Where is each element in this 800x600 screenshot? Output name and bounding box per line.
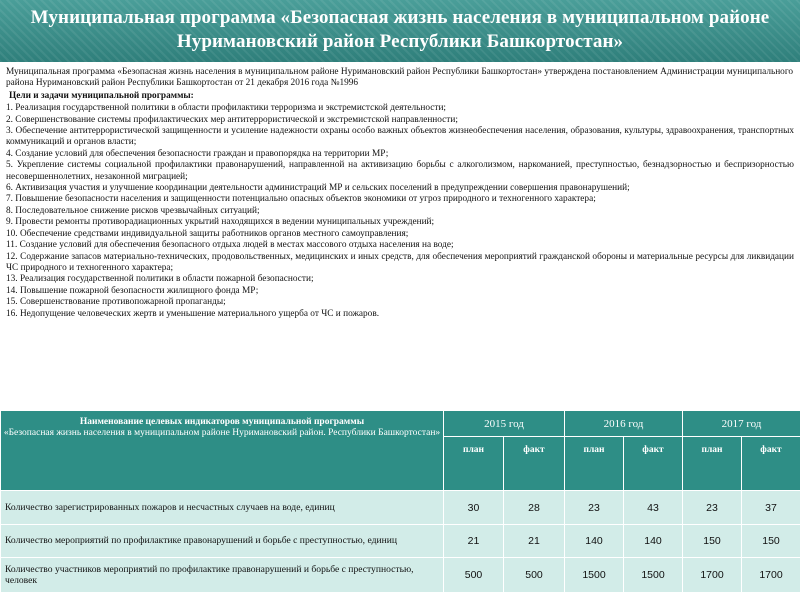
table-cell: 140: [565, 525, 624, 558]
table-cell: 1500: [624, 558, 683, 593]
page-title: Муниципальная программа «Безопасная жизнь населения в муниципальном районе Нуримановский район Республики Башкортостан»: [30, 7, 770, 52]
table-row: [1, 525, 800, 558]
table-row: [1, 558, 800, 593]
goal-item: 10. Обеспечение средствами индивидуальной защиты работников органов местного самоуправления;: [6, 228, 409, 239]
table-cell: 1700: [683, 558, 742, 593]
table-cell: 150: [742, 525, 800, 558]
table-cell: 37: [742, 491, 800, 525]
goal-item: 13. Реализация государственной политики в области пожарной безопасности;: [6, 274, 314, 285]
table-cell: 500: [444, 558, 504, 593]
table-cell: 30: [444, 491, 504, 525]
program-description: [6, 67, 794, 320]
plan-header: план: [444, 437, 504, 491]
table-cell: 140: [624, 525, 683, 558]
goal-item: 12. Содержание запасов материально-технических, продовольственных, медицинских и иных средств, для обеспечения мероприятий гражданской обороны и материальные ресурсы для ликвидации ЧС природного и техногенного характера;: [6, 251, 794, 273]
table-cell: 1500: [565, 558, 624, 593]
table-cell: 1700: [742, 558, 800, 593]
table-cell: 21: [444, 525, 504, 558]
year-header: 2016 год: [565, 411, 683, 437]
table-cell: 500: [504, 558, 565, 593]
goal-item: 7. Повышение безопасности населения и защищенности потенциально опасных объектов экономики от угроз природного и техногенного характера;: [6, 194, 596, 205]
fact-header: факт: [742, 437, 800, 491]
goal-item: 16. Недопущение человеческих жертв и уменьшение материального ущерба от ЧС и пожаров.: [6, 308, 380, 319]
indicator-label: Количество участников мероприятий по профилактике правонарушений и борьбе с преступностью, человек: [1, 558, 444, 593]
title-banner: [0, 0, 800, 62]
goal-item: 6. Активизация участия и улучшение координации деятельности администраций МР и сельских поселений в предупреждении совершения правонарушений;: [6, 183, 630, 194]
program-intro: Муниципальная программа «Безопасная жизнь населения в муниципальном районе Нуримановский район Республики Башкортостан» утверждена постановлением Администрации муниципального района Нуримановский район Республики Башкортостан от 21 декабря 2016 года №1996: [6, 67, 794, 89]
indicator-column-header: [1, 411, 444, 491]
goals-list: [6, 103, 794, 320]
goal-item: 11. Создание условий для обеспечения безопасного отдыха людей в местах массового отдыха населения на воде;: [6, 240, 454, 251]
table-cell: 28: [504, 491, 565, 525]
plan-header: план: [683, 437, 742, 491]
plan-header: план: [565, 437, 624, 491]
table-cell: 150: [683, 525, 742, 558]
goal-item: 5. Укрепление системы социальной профилактики правонарушений, направленной на активизацию борьбы с алкоголизмом, наркоманией, преступностью, безнадзорностью и беспризорностью несовершеннолетних, незаконной миграцией;: [6, 160, 794, 182]
goal-item: 1. Реализация государственной политики в области профилактики терроризма и экстремистской деятельности;: [6, 103, 447, 114]
goal-item: 14. Повышение пожарной безопасности жилищного фонда МР;: [6, 285, 259, 296]
table-row: [1, 491, 800, 525]
table-cell: 23: [683, 491, 742, 525]
fact-header: факт: [504, 437, 565, 491]
table-cell: 21: [504, 525, 565, 558]
indicator-header-program: «Безопасная жизнь населения в муниципальном районе Нуримановский район. Республики Башкортостан»: [3, 428, 441, 438]
goals-title: Цели и задачи муниципальной программы:: [9, 90, 194, 101]
goal-item: 8. Последовательное снижение рисков чрезвычайных ситуаций;: [6, 205, 260, 216]
table-header-row: [1, 411, 800, 437]
goal-item: 15. Совершенствование противопожарной пропаганды;: [6, 297, 226, 308]
goal-item: 3. Обеспечение антитеррористической защищенности и усиление надежности охраны особо важных объектов жизнеобеспечения населения, образования, культуры, здравоохранения, транспортных коммуникаций и органов власти;: [6, 126, 794, 148]
indicator-header-title: Наименование целевых индикаторов муниципальной программы: [79, 417, 365, 427]
goal-item: 9. Провести ремонты противорадиационных укрытий находящихся в ведении муниципальных учреждений;: [6, 217, 435, 228]
year-header: 2017 год: [683, 411, 800, 437]
goal-item: 4. Создание условий для обеспечения безопасности граждан и правопорядка на территории МР;: [6, 148, 389, 159]
table-cell: 43: [624, 491, 683, 525]
indicator-label: Количество зарегистрированных пожаров и несчастных случаев на воде, единиц: [1, 491, 444, 525]
year-header: 2015 год: [444, 411, 565, 437]
table-cell: 23: [565, 491, 624, 525]
indicators-table: [0, 410, 800, 593]
indicator-label: Количество мероприятий по профилактике правонарушений и борьбе с преступностью, единиц: [1, 525, 444, 558]
goal-item: 2. Совершенствование системы профилактических мер антитеррористической и экстремистской направленности;: [6, 114, 458, 125]
fact-header: факт: [624, 437, 683, 491]
